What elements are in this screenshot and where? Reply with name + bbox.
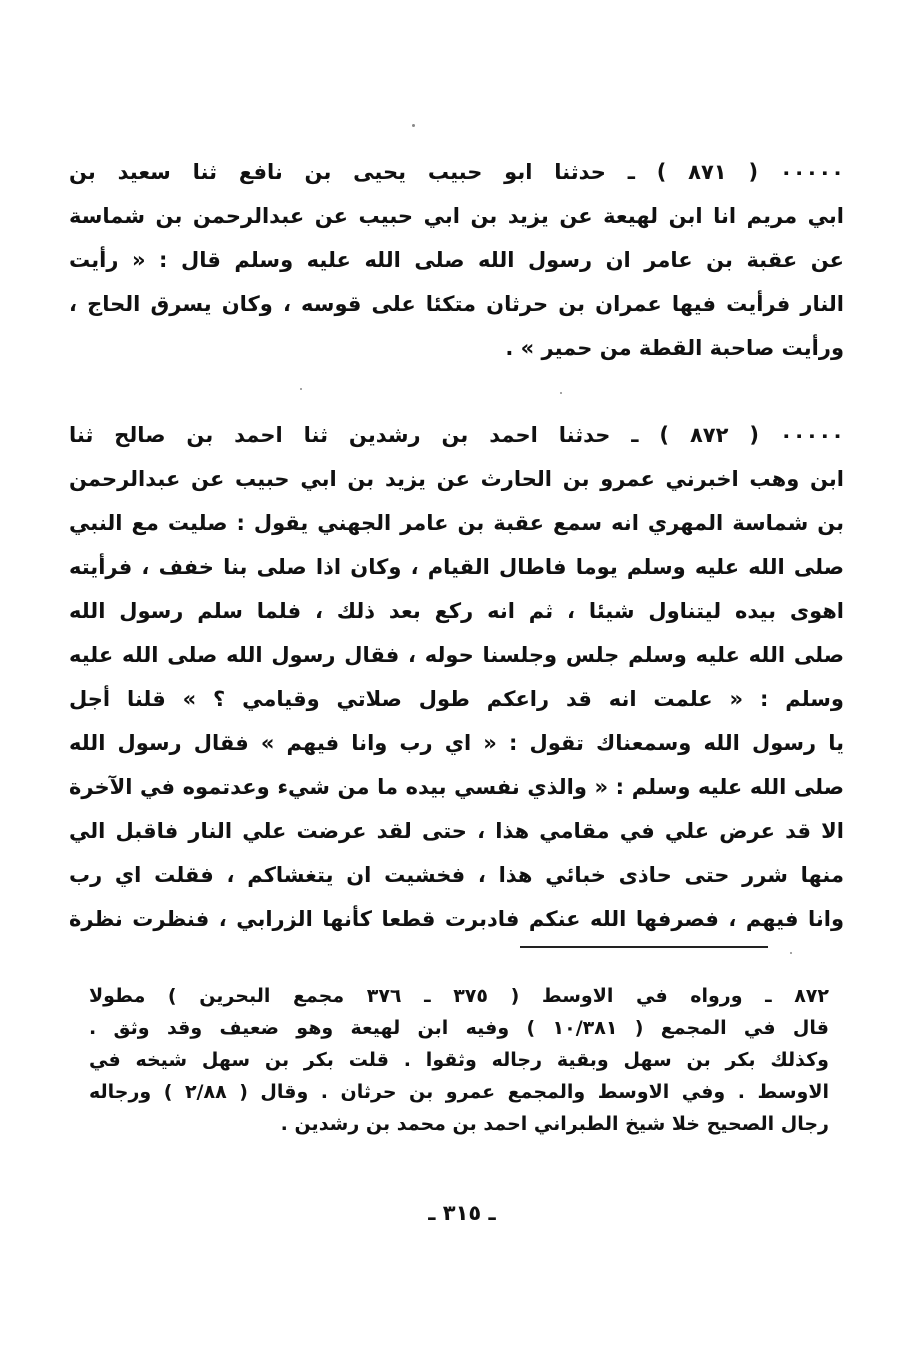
hadith-872-line-10: الا قد عرض علي في مقامي هذا ، حتى لقد عرضت علي النار فاقبل الي xyxy=(69,819,844,843)
hadith-871-line-3: عن عقبة بن عامر ان رسول الله صلى الله عليه وسلم قال : « رأيت xyxy=(69,248,844,272)
hadith-871-line-1: ٠٠٠٠٠ ( ٨٧١ ) ـ حدثنا ابو حبيب يحيى بن نافع ثنا سعيد بن xyxy=(69,160,844,184)
page-number: ـ ٣١٥ ـ xyxy=(428,1201,496,1225)
footnote-line-3: وكذلك بكر بن سهل وبقية رجاله وثقوا . قلت بكر بن سهل شيخه في xyxy=(89,1049,829,1071)
scan-speck xyxy=(300,388,302,390)
hadith-872-line-7: وسلم : « علمت انه قد راعكم طول صلاتي وقيامي ؟ » قلنا أجل xyxy=(69,687,844,711)
hadith-871-line-4: النار فرأيت فيها عمران بن حرثان متكئا على قوسه ، وكان يسرق الحاج ، xyxy=(69,292,844,316)
hadith-872-line-9: صلى الله عليه وسلم : « والذي نفسي بيده ما من شيء وعدتموه في الآخرة xyxy=(69,775,844,799)
footnote-line-5: رجال الصحيح خلا شيخ الطبراني احمد بن محمد بن رشدين . xyxy=(280,1113,829,1135)
hadith-871-line-5: ورأيت صاحبة القطة من حمير » . xyxy=(505,336,844,360)
footnote-line-4: الاوسط . وفي الاوسط والمجمع عمرو بن حرثان . وقال ( ٢/٨٨ ) ورجاله xyxy=(89,1081,829,1103)
hadith-872-line-11: منها شرر حتى حاذى خبائي هذا ، فخشيت ان يتغشاكم ، فقلت اي رب xyxy=(69,863,844,887)
scan-speck xyxy=(560,392,562,394)
footnote-separator xyxy=(520,946,768,948)
hadith-871-line-2: ابي مريم انا ابن لهيعة عن يزيد بن ابي حبيب عن عبدالرحمن بن شماسة xyxy=(69,204,844,228)
footnote-line-1: ٨٧٢ ـ ورواه في الاوسط ( ٣٧٥ ـ ٣٧٦ مجمع البحرين ) مطولا xyxy=(89,985,829,1007)
hadith-872-line-3: بن شماسة المهري انه سمع عقبة بن عامر الجهني يقول : صليت مع النبي xyxy=(69,511,844,535)
hadith-872-line-12: وانا فيهم ، فصرفها الله عنكم فادبرت قطعا كأنها الزرابي ، فنظرت نظرة xyxy=(69,907,844,931)
hadith-872-line-5: اهوى بيده ليتناول شيئا ، ثم انه ركع بعد ذلك ، فلما سلم رسول الله xyxy=(69,599,844,623)
hadith-872-line-1: ٠٠٠٠٠ ( ٨٧٢ ) ـ حدثنا احمد بن رشدين ثنا احمد بن صالح ثنا xyxy=(69,423,844,447)
hadith-872-line-4: صلى الله عليه وسلم يوما فاطال القيام ، وكان اذا صلى بنا خفف ، فرأيته xyxy=(69,555,844,579)
footnote-line-2: قال في المجمع ( ١٠/٣٨١ ) وفيه ابن لهيعة وهو ضعيف وقد وثق . xyxy=(89,1017,829,1039)
hadith-872-line-6: صلى الله عليه وسلم جلس وجلسنا حوله ، فقال رسول الله صلى الله عليه xyxy=(69,643,844,667)
hadith-872-line-2: ابن وهب اخبرني عمرو بن الحارث عن يزيد بن ابي حبيب عن عبدالرحمن xyxy=(69,467,844,491)
scan-speck xyxy=(412,124,415,127)
scan-speck xyxy=(790,952,792,954)
hadith-872-line-8: يا رسول الله وسمعناك تقول : « اي رب وانا فيهم » فقال رسول الله xyxy=(69,731,844,755)
